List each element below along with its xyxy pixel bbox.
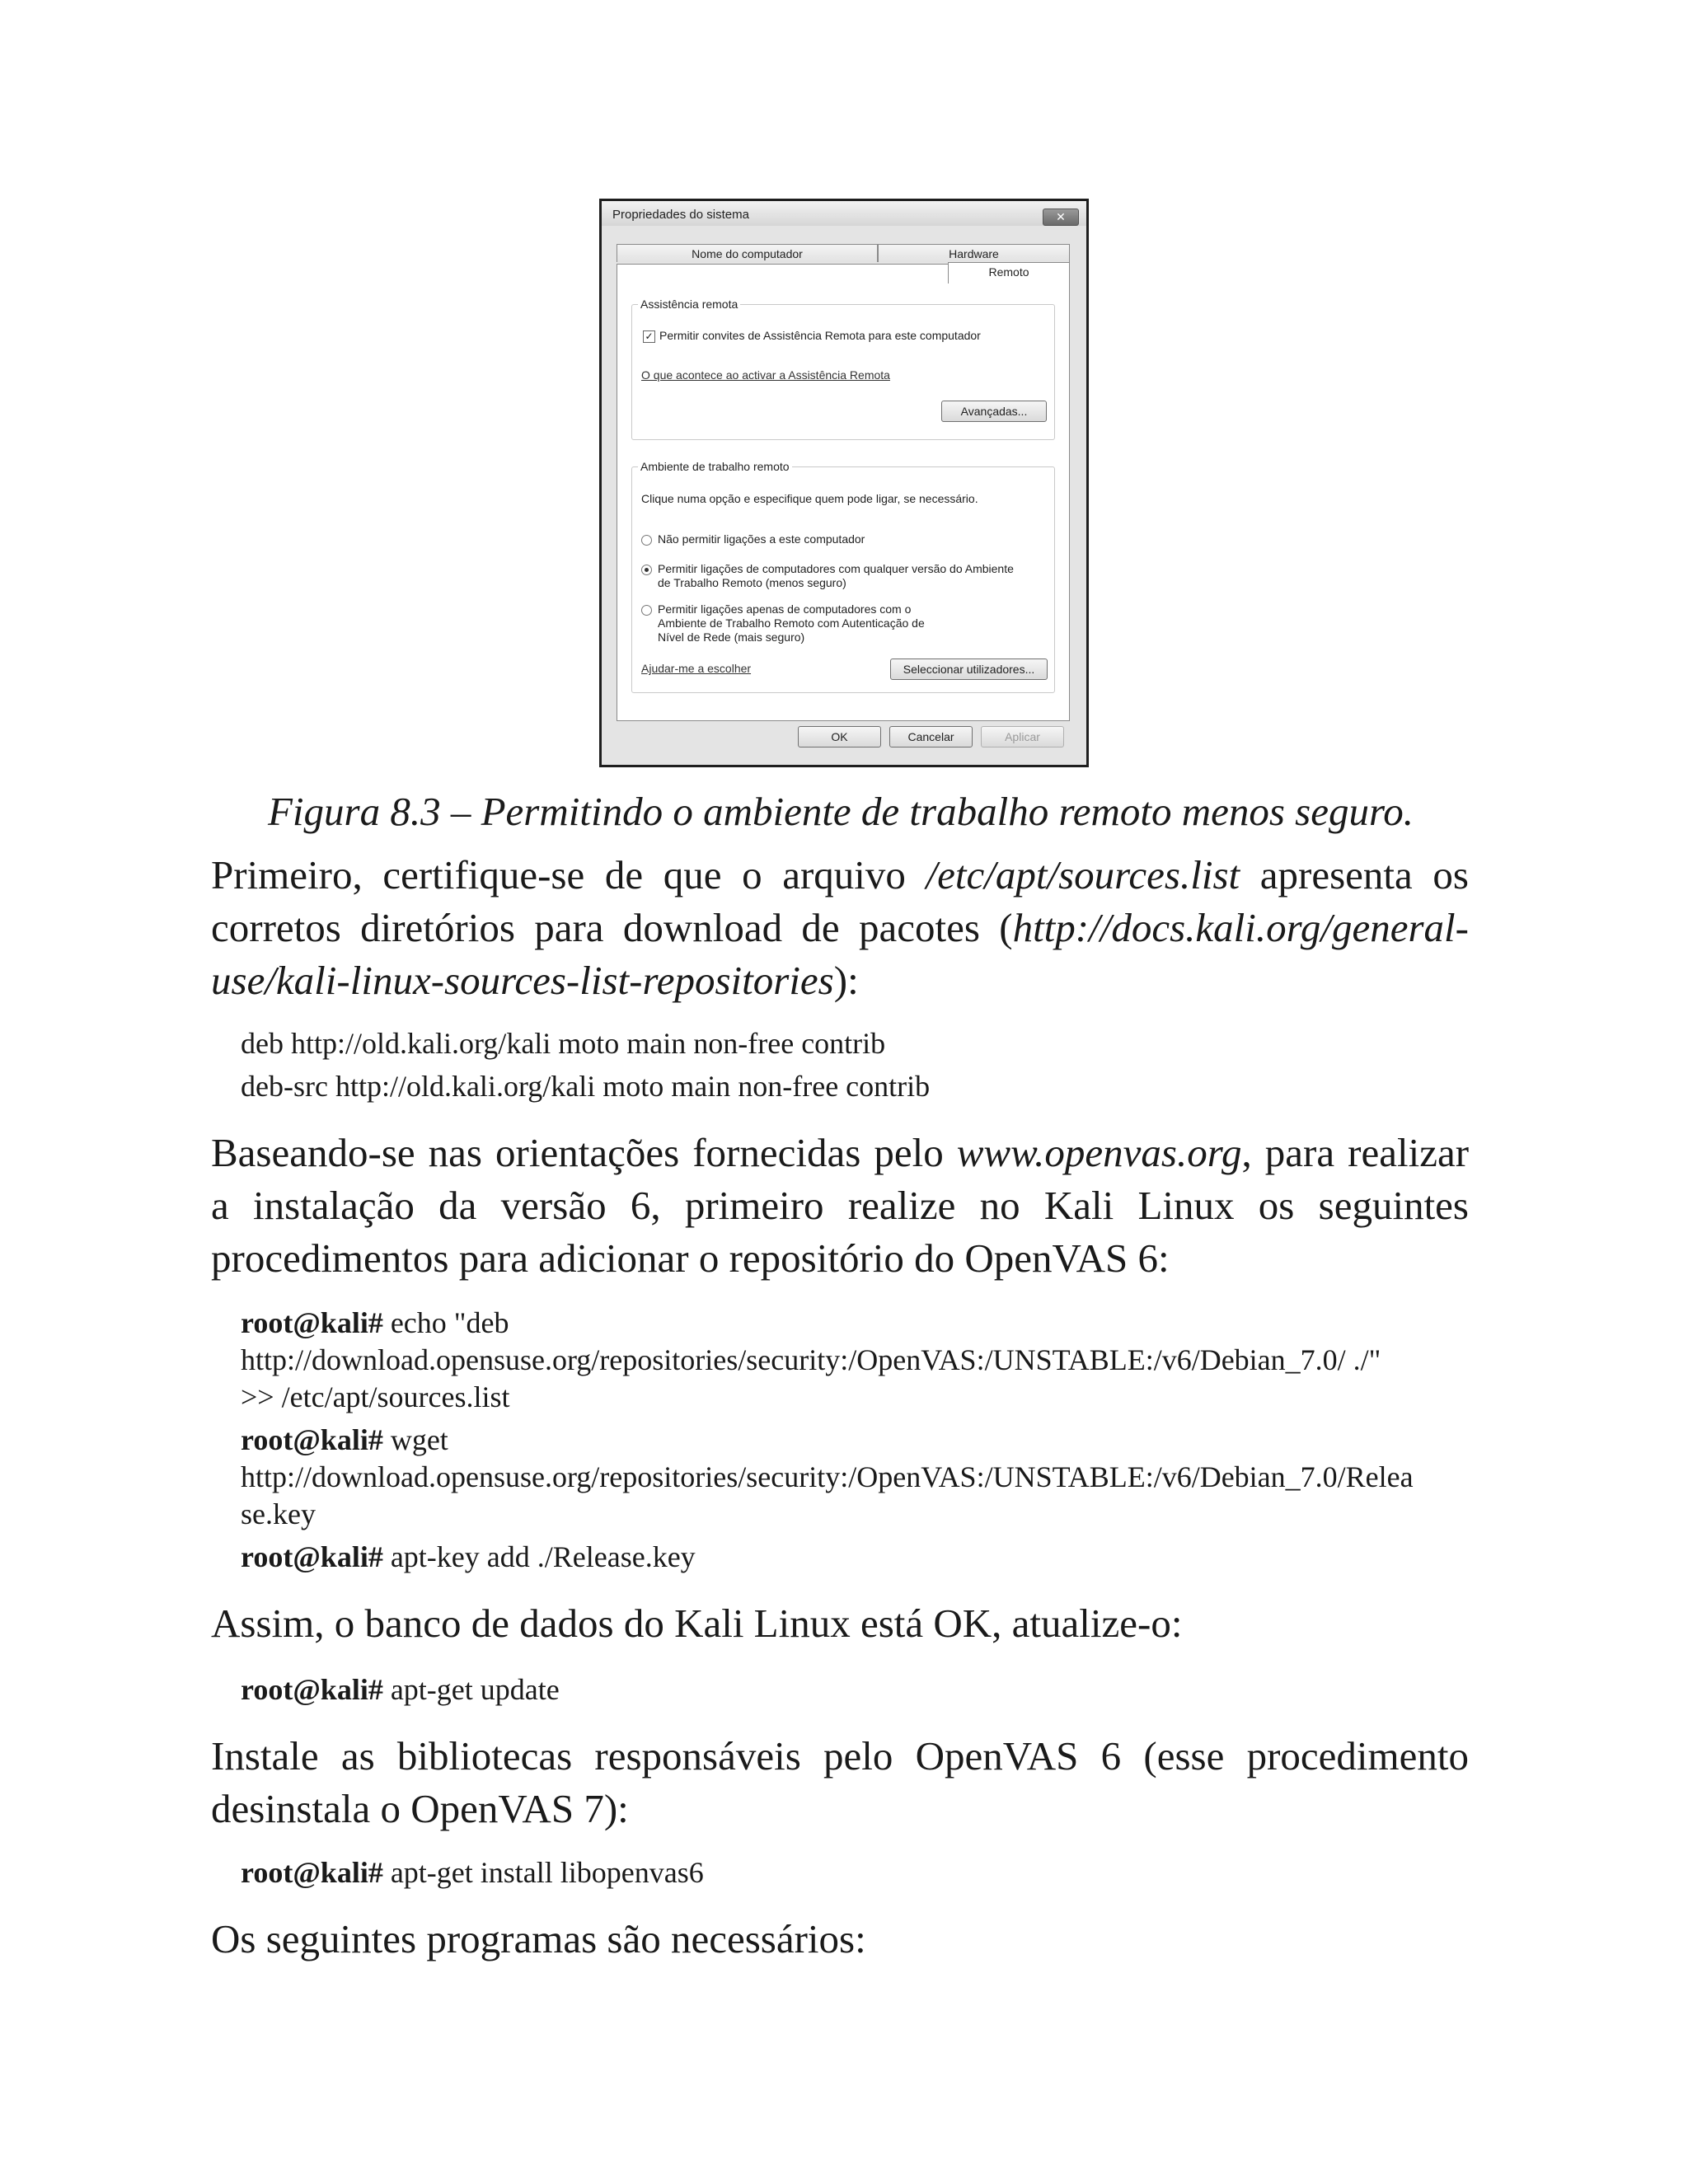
p1-text-1: Primeiro, certifique-se de que o arquivo [211, 852, 926, 898]
window-titlebar [602, 201, 1086, 226]
remote-assistance-help-link[interactable]: O que acontece ao activar a Assistência Remota [641, 368, 890, 382]
update-command-block [241, 1671, 1477, 1708]
help-me-choose-link[interactable]: Ajudar-me a escolher [641, 662, 752, 675]
repo-commands-block [241, 1305, 1477, 1576]
prompt: root@kali# [241, 1540, 383, 1573]
prompt: root@kali# [241, 1423, 383, 1456]
install-command-block [241, 1854, 1477, 1891]
sources-list-block [241, 1025, 1477, 1105]
option-nla-label-3: Nível de Rede (mais seguro) [658, 630, 805, 644]
prompt: root@kali# [241, 1856, 383, 1889]
option-any-version-label-2: de Trabalho Remoto (menos seguro) [658, 576, 846, 589]
cmd2-line3: se.key [241, 1497, 316, 1530]
prompt: root@kali# [241, 1673, 383, 1706]
remote-assistance-label: Assistência remota [638, 298, 740, 311]
option-nla-label-1: Permitir ligações apenas de computadores com o [658, 602, 912, 616]
cancel-button[interactable]: Cancelar [889, 726, 973, 748]
option-any-version-radio[interactable] [641, 565, 652, 575]
paragraph-programs: Os seguintes programas são necessários: [211, 1916, 866, 1961]
option-nla-radio[interactable] [641, 605, 652, 616]
sources-line-deb-src: deb-src http://old.kali.org/kali moto main non-free contrib [241, 1070, 931, 1103]
paragraph-openvas-repo [211, 1127, 1469, 1285]
allow-invitations-checkbox[interactable]: ✓ [643, 330, 655, 343]
cmd5: apt-get install libopenvas6 [390, 1856, 704, 1889]
cmd2-line1: wget [390, 1423, 448, 1456]
advanced-button[interactable]: Avançadas... [941, 401, 1047, 422]
p1-url: http://docs.kali.org/general-use/kali-linux-sources-list-repositories [211, 905, 1469, 1003]
cmd4: apt-get update [390, 1673, 560, 1706]
prompt: root@kali# [241, 1306, 383, 1339]
remote-assistance-group [631, 298, 1055, 440]
remote-desktop-instruction: Clique numa opção e especifique quem pode ligar, se necessário. [641, 492, 978, 505]
sources-line-deb: deb http://old.kali.org/kali moto main non-free contrib [241, 1027, 886, 1060]
paragraph-update: Assim, o banco de dados do Kali Linux está OK, atualize-o: [211, 1601, 1183, 1646]
paragraph-sources-list [211, 849, 1469, 1007]
option-deny-radio[interactable] [641, 535, 652, 546]
tab-hardware[interactable]: Hardware [878, 244, 1070, 262]
cmd1-line3: >> /etc/apt/sources.list [241, 1380, 510, 1413]
figure-caption: Figura 8.3 – Permitindo o ambiente de trabalho remoto menos seguro. [267, 789, 1414, 834]
cmd1-line2: http://download.opensuse.org/repositories/security:/OpenVAS:/UNSTABLE:/v6/Debian_7.0/ ./" [241, 1343, 1381, 1376]
option-deny-label: Não permitir ligações a este computador [658, 532, 865, 546]
tab-computer-name[interactable]: Nome do computador [617, 244, 878, 262]
cmd3: apt-key add ./Release.key [390, 1540, 696, 1573]
close-icon[interactable]: ✕ [1043, 209, 1079, 226]
option-nla-label-2: Ambiente de Trabalho Remoto com Autenticação de [658, 616, 925, 630]
remote-desktop-group [631, 460, 1055, 693]
cmd2-line2: http://download.opensuse.org/repositories/security:/OpenVAS:/UNSTABLE:/v6/Debian_7.0/Relea [241, 1460, 1414, 1493]
ok-button[interactable]: OK [798, 726, 881, 748]
p1-path: /etc/apt/sources.list [926, 852, 1240, 898]
allow-invitations-label: Permitir convites de Assistência Remota para este computador [659, 329, 981, 342]
p1-text-2: apresenta os corretos diretórios para download de pacotes ( [211, 852, 1469, 950]
system-properties-screenshot [599, 199, 1089, 767]
select-users-button[interactable]: Seleccionar utilizadores... [890, 658, 1048, 680]
p1-text-3: ): [833, 958, 859, 1003]
cmd1-line1: echo "deb [390, 1306, 509, 1339]
option-any-version-label-1: Permitir ligações de computadores com qualquer versão do Ambiente [658, 562, 1014, 575]
tab-remote[interactable]: Remoto [948, 262, 1070, 284]
p2-text-1: Baseando-se nas orientações fornecidas pelo [211, 1130, 957, 1175]
remote-desktop-label: Ambiente de trabalho remoto [638, 460, 792, 473]
apply-button: Aplicar [981, 726, 1064, 748]
tab-panel [617, 264, 1070, 721]
p2-site: www.openvas.org [956, 1130, 1242, 1175]
window-title: Propriedades do sistema [612, 208, 749, 222]
p2-text-2: , para realizar a instalação da versão 6, primeiro realize no Kali Linux os seguintes procedimentos para adicionar o repositório do OpenVAS 6: [211, 1130, 1470, 1281]
paragraph-libraries: Instale as bibliotecas responsáveis pelo OpenVAS 6 (esse procedimento desinstala o OpenVAS 7): [211, 1733, 1469, 1831]
